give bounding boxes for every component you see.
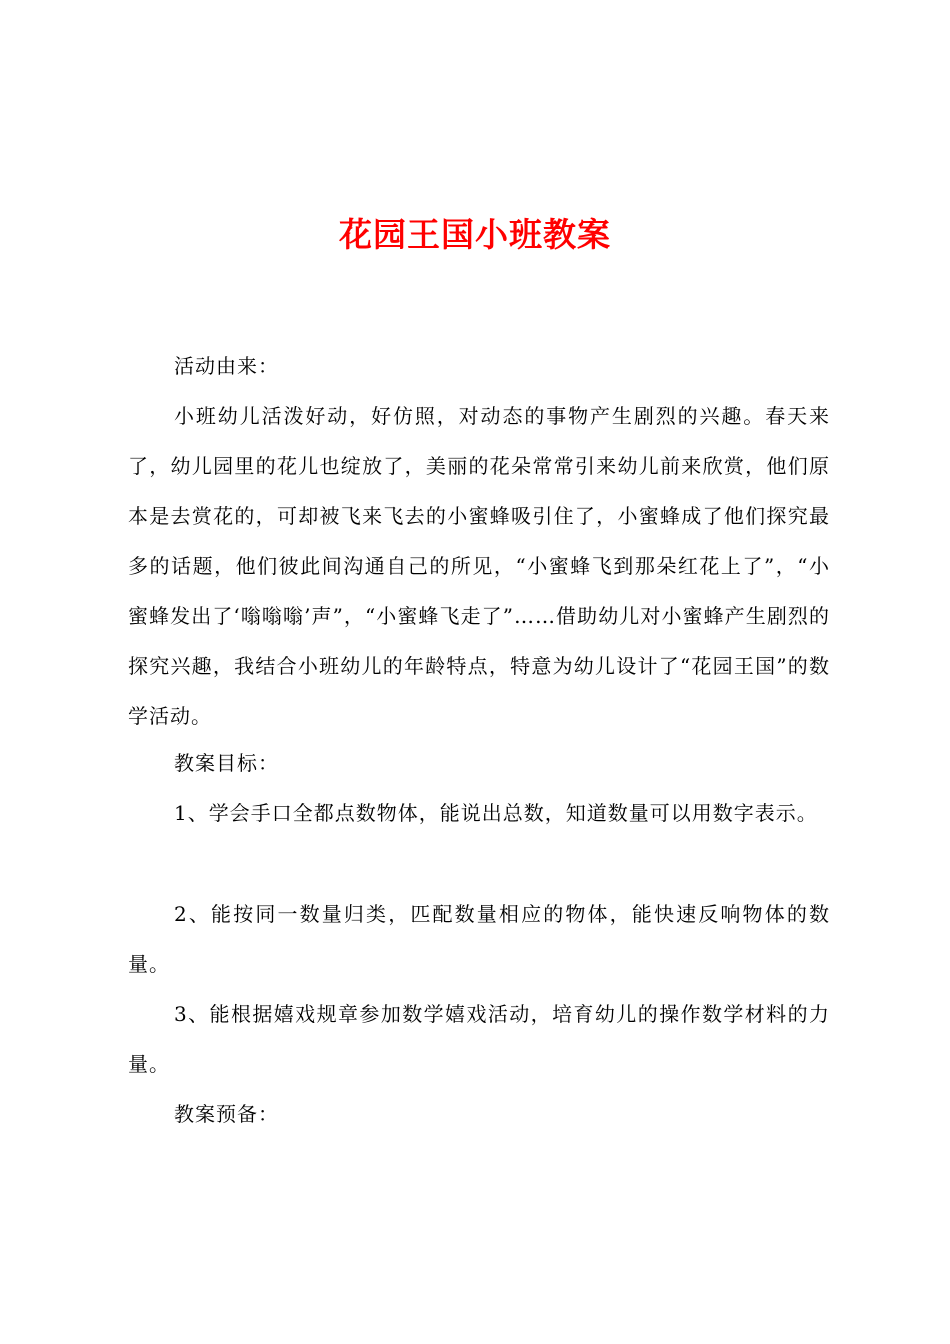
origin-heading: 活动由来： xyxy=(174,354,279,378)
goal-item-1: 1、学会手口全都点数物体，能说出总数，知道数量可以用数字表示。 xyxy=(174,801,818,825)
document-title: 花园王国小班教案 xyxy=(339,215,611,254)
goals-heading: 教案目标： xyxy=(174,751,279,775)
goal-item-3: 3、能根据嬉戏规章参加数学嬉戏活动，培育幼儿的操作数学材料的力量。 xyxy=(128,1002,830,1076)
origin-paragraph: 小班幼儿活泼好动，好仿照，对动态的事物产生剧烈的兴趣。春天来了，幼儿园里的花儿也绽放了，美丽的花朵常常引来幼儿前来欣赏，他们原本是去赏花的，可却被飞来飞去的小蜜蜂吸引住了，小蜜蜂成了他们探究最多的话题，他们彼此间沟通自己的所见，“小蜜蜂飞到那朵红花上了”，“小蜜蜂发出了‘嗡嗡嗡’声”，“小蜜蜂飞走了”……借助幼儿对小蜜蜂产生剧烈的探究兴趣，我结合小班幼儿的年龄特点，特意为幼儿设计了“花园王国”的数学活动。 xyxy=(128,404,830,728)
prep-heading: 教案预备： xyxy=(174,1102,279,1126)
goal-item-2: 2、能按同一数量归类，匹配数量相应的物体，能快速反响物体的数量。 xyxy=(128,902,830,976)
